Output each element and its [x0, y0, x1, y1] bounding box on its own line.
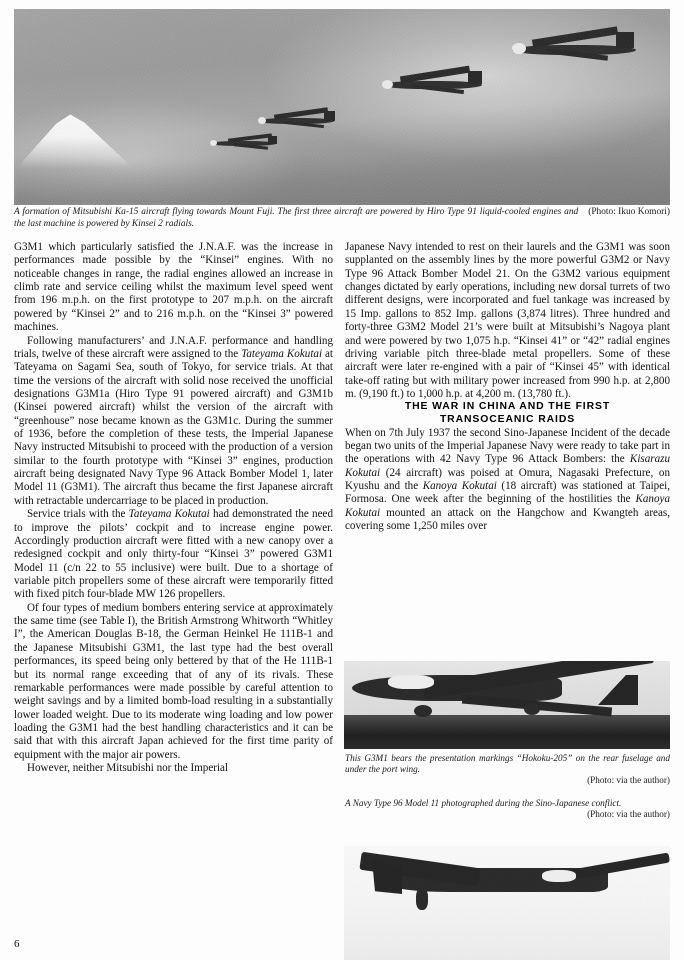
- caption-photo-mid: [345, 753, 670, 787]
- photo-g3m1-hokoku-205: [344, 661, 670, 749]
- paragraph-text-part: mounted an attack on the Hangchow and Kwangteh areas, covering some 1,250 miles over: [345, 506, 670, 533]
- photo-credit-bot: (Photo: via the author): [587, 809, 670, 820]
- paragraph-text-part: at Tateyama on Sagami Sea, south of Tokyo, for service trials. At that time the versions of the aircraft with solid nose received the unofficial designations G3M1a (Hiro Type 91 powered aircraft) and G3M1b (Kinsei powered aircraft) whilst the version of the aircraft with “greenhouse” nose became known as the G3M1c. During the summer of 1936, before the completion of these tests, the Imperial Japanese Navy instructed Mitsubishi to proceed with the production of a version similar to the fourth prototype with “Kinsei 3” engines, production aircraft being designated Navy Type 96 Attack Bomber Model 1, later Model 11 (G3M1). The aircraft thus became the first Japanese aircraft with retractable undercarriage to be placed in production.: [14, 347, 334, 507]
- italic-unit-name-kisarazu: Kisarazu Kokutai: [345, 453, 670, 479]
- paragraph-text-part: When on 7th July 1937 the second Sino-Japanese Incident of the decade began two units of the Imperial Japanese Navy were ready to take part in the operations with 42 Navy Type 96 Attack Bombers: the: [345, 426, 670, 466]
- photo-credit-mid: (Photo: via the author): [587, 775, 670, 786]
- italic-unit-name-kanoya: Kanoya Kokutai: [422, 479, 497, 492]
- paragraph-text: Of four types of medium bombers entering service at approximately the same time (see Table I), the British Armstrong Whitworth “Whitley I”, the American Douglas B-18, the German Heinkel He 111B-1 and the Japanese Mitsubishi G3M1, the last type had the best overall performances, its speed being only bettered by that of the He 111B-1 but its normal range exceeding that of any of its rivals. These remarkable performances were made possible by careful attention to weight savings and by a limited bomb-load resulting in a substantially lower loaded weight. Due to its moderate wing loading and low power loading the G3M1 had the best handling characteristics and it can be said that with this aircraft Japan achieved for the first time parity of equipment with the major air powers.: [14, 601, 333, 761]
- paragraph-text-part: had demonstrated the need to improve the pilots’ cockpit and to increase engine power. Accordingly production aircraft were fitted with a new canopy over a redesigned cockpit and only thirty-four “Kinsei 3” powered G3M1 Model 11 (c/n 22 to 55 inclusive) were built. Due to a shortage of variable pitch propellers some of these aircraft were temporarily fitted with fixed pitch four-blade MW 126 propellers.: [14, 508, 333, 601]
- paragraph-text-part: (18 aircraft) was stationed at Taipei, Formosa. One week after the beginning of the hostilities the: [345, 479, 670, 506]
- section-heading-line-1: THE WAR IN CHINA AND THE FIRST: [404, 401, 611, 413]
- photo-grain-overlay: [344, 846, 670, 960]
- paragraph-g3m1-kinsei-performance: [14, 241, 333, 335]
- photo-navy-type-96-model-11: [344, 846, 670, 960]
- body-column-left: [14, 241, 333, 775]
- photo-formation-ka15: [14, 9, 670, 205]
- caption-photo-bot: [345, 798, 670, 820]
- paragraph-text: G3M1 which particularly satisfied the J.N.A.F. was the increase in performances made possible by the “Kinsei” engines. With no noticeable changes in range, the radial engines allowed an increase in climb rate and service ceiling whilst the maximum level speed went from 196 m.p.h. on the first prototype to 207 m.p.h. on the aircraft powered by “Kinsei 2” and to 216 m.p.h. on the “Kinsei 3” powered machines.: [14, 241, 333, 334]
- caption-text-mid: This G3M1 bears the presentation markings “Hokoku-205” on the rear fuselage and under the port wing.: [345, 753, 670, 775]
- photo-grain-overlay: [344, 661, 670, 749]
- paragraph-cockpit-improvements: [14, 508, 333, 602]
- paragraph-text-part: Following manufacturers’ and J.N.A.F. performance and handling trials, twelve of these aircraft were assigned to the: [14, 334, 333, 360]
- caption-text-top: A formation of Mitsubishi Ka-15 aircraft flying towards Mount Fuji. The first three aircraft are powered by Hiro Type 91 liquid-cooled engines and the last machine is powered by Kinsei 2 radials.: [14, 207, 579, 229]
- paragraph-text-part: Service trials with the: [27, 508, 129, 521]
- section-heading-line-2: TRANSOCEANIC RAIDS: [439, 413, 576, 425]
- page-number: 6: [14, 938, 20, 950]
- italic-unit-name: Tateyama Kokutai: [128, 508, 210, 521]
- paragraph-sino-japanese-incident: [345, 427, 670, 534]
- italic-unit-name: Tateyama Kokutai: [241, 347, 323, 360]
- photo-grain-overlay: [14, 9, 670, 205]
- body-column-right: [345, 241, 670, 533]
- caption-text-bot: A Navy Type 96 Model 11 photographed during the Sino-Japanese conflict.: [345, 798, 622, 808]
- paragraph-tateyama-kokutai-trials: [14, 335, 333, 509]
- caption-photo-top: [14, 207, 670, 230]
- paragraph-however-neither: [14, 762, 333, 775]
- photo-credit-top: (Photo: Ikuo Komori): [588, 207, 670, 217]
- section-heading: [345, 401, 670, 426]
- paragraph-text-part: (24 aircraft) was poised at Omura, Nagasaki Prefecture, on Kyushu and the: [345, 466, 670, 492]
- paragraph-medium-bomber-comparison: [14, 602, 333, 762]
- paragraph-text: Japanese Navy intended to rest on their laurels and the G3M1 was soon supplanted on the assembly lines by the more powerful G3M2 or Navy Type 96 Attack Bomber Model 21. On the G3M2 various equipment changes dictated by early operations, including new dorsal turrets of two different designs, were incorporated and fuel tankage was increased by 15 Imp. gallons to 852 Imp. gallons (3,874 litres). Three hundred and forty-three G3M2 Model 21’s were built at Mitsubishi’s Nagoya plant and were powered by two 1,075 h.p. “Kinsei 41” or “42” radial engines driving variable pitch three-blade metal propellers. Some of these aircraft were later re-engined with a pair of “Kinsei 45” with identical take-off rating but with military power increased from 990 h.p. at 2,800 m. (9,190 ft.) to 1,000 h.p. at 4,200 m. (13,780 ft.).: [345, 241, 670, 400]
- italic-unit-name-kanoya-2: Kanoya Kokutai: [345, 493, 670, 519]
- paragraph-text: However, neither Mitsubishi nor the Imperial: [27, 762, 229, 775]
- paragraph-g3m2-development: [345, 241, 670, 401]
